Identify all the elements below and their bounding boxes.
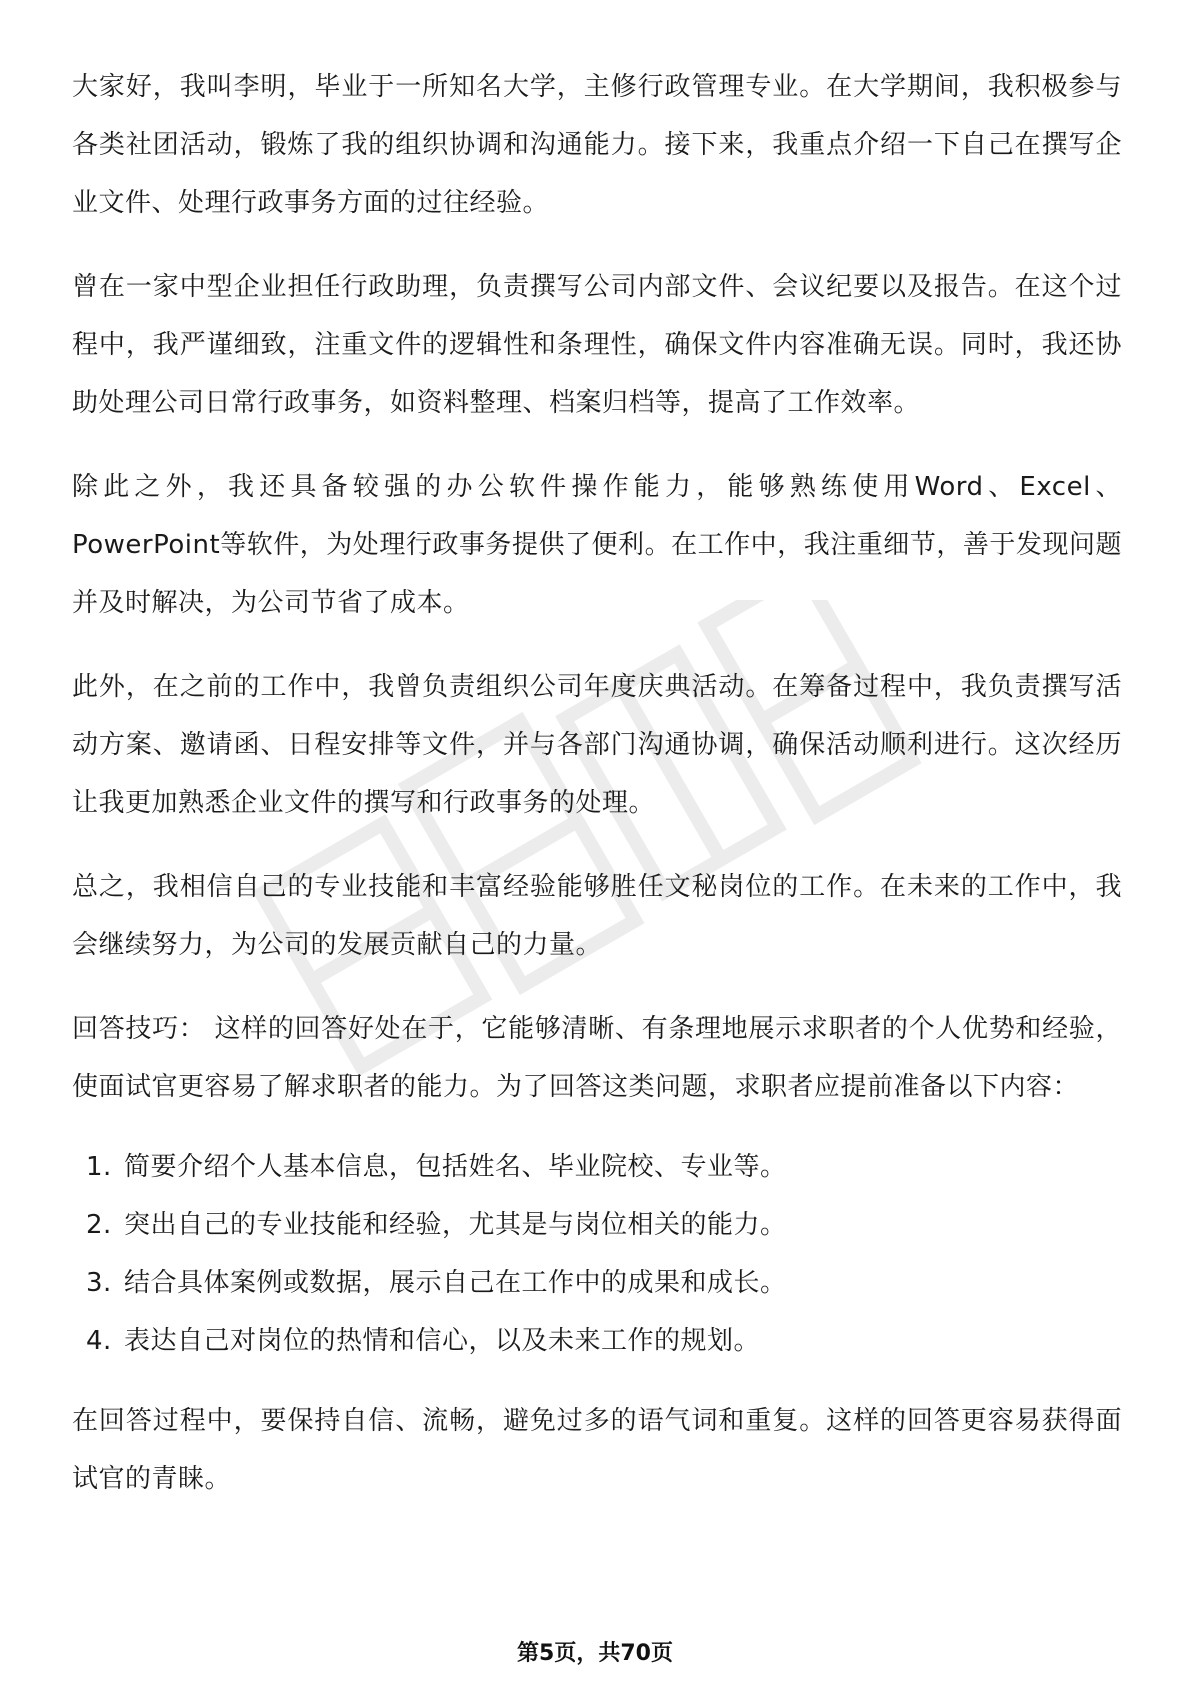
document-body bbox=[72, 58, 1122, 1534]
list-item bbox=[72, 1312, 1122, 1370]
paragraph-software-skills: 除此之外，我还具备较强的办公软件操作能力，能够熟练使用Word、Excel、PowerPoint等软件，为处理行政事务提供了便利。在工作中，我注重细节，善于发现问题并及时解决，为公司节省了成本。 bbox=[72, 472, 1122, 618]
list-item bbox=[72, 1196, 1122, 1254]
list-item-number: 1. bbox=[86, 1152, 112, 1182]
paragraph-experience: 曾在一家中型企业担任行政助理，负责撰写公司内部文件、会议纪要以及报告。在这个过程中，我严谨细致，注重文件的逻辑性和条理性，确保文件内容准确无误。同时，我还协助处理公司日常行政事务，如资料整理、档案归档等，提高了工作效率。 bbox=[72, 272, 1122, 418]
list-item bbox=[72, 1138, 1122, 1196]
page-number: 第5页，共70页 bbox=[517, 1641, 673, 1666]
list-item bbox=[72, 1254, 1122, 1312]
tip-list bbox=[72, 1138, 1122, 1370]
paragraph-event: 此外，在之前的工作中，我曾负责组织公司年度庆典活动。在筹备过程中，我负责撰写活动方案、邀请函、日程安排等文件，并与各部门沟通协调，确保活动顺利进行。这次经历让我更加熟悉企业文件的撰写和行政事务的处理。 bbox=[72, 672, 1122, 818]
paragraph-closing: 在回答过程中，要保持自信、流畅，避免过多的语气词和重复。这样的回答更容易获得面试官的青睐。 bbox=[72, 1406, 1122, 1494]
list-item-text: 突出自己的专业技能和经验，尤其是与岗位相关的能力。 bbox=[124, 1210, 787, 1240]
list-item-number: 2. bbox=[86, 1210, 112, 1240]
list-item-text: 简要介绍个人基本信息，包括姓名、毕业院校、专业等。 bbox=[124, 1152, 787, 1182]
paragraph-intro: 大家好，我叫李明，毕业于一所知名大学，主修行政管理专业。在大学期间，我积极参与各类社团活动，锻炼了我的组织协调和沟通能力。接下来，我重点介绍一下自己在撰写企业文件、处理行政事务方面的过往经验。 bbox=[72, 72, 1122, 218]
list-item-text: 表达自己对岗位的热情和信心，以及未来工作的规划。 bbox=[124, 1326, 761, 1356]
paragraph-summary: 总之，我相信自己的专业技能和丰富经验能够胜任文秘岗位的工作。在未来的工作中，我会继续努力，为公司的发展贡献自己的力量。 bbox=[72, 872, 1122, 960]
paragraph-answer-tip: 回答技巧： 这样的回答好处在于，它能够清晰、有条理地展示求职者的个人优势和经验，使面试官更容易了解求职者的能力。为了回答这类问题，求职者应提前准备以下内容： bbox=[72, 1014, 1122, 1102]
list-item-text: 结合具体案例或数据，展示自己在工作中的成果和成长。 bbox=[124, 1268, 787, 1298]
list-item-number: 4. bbox=[86, 1326, 112, 1356]
list-item-number: 3. bbox=[86, 1268, 112, 1298]
